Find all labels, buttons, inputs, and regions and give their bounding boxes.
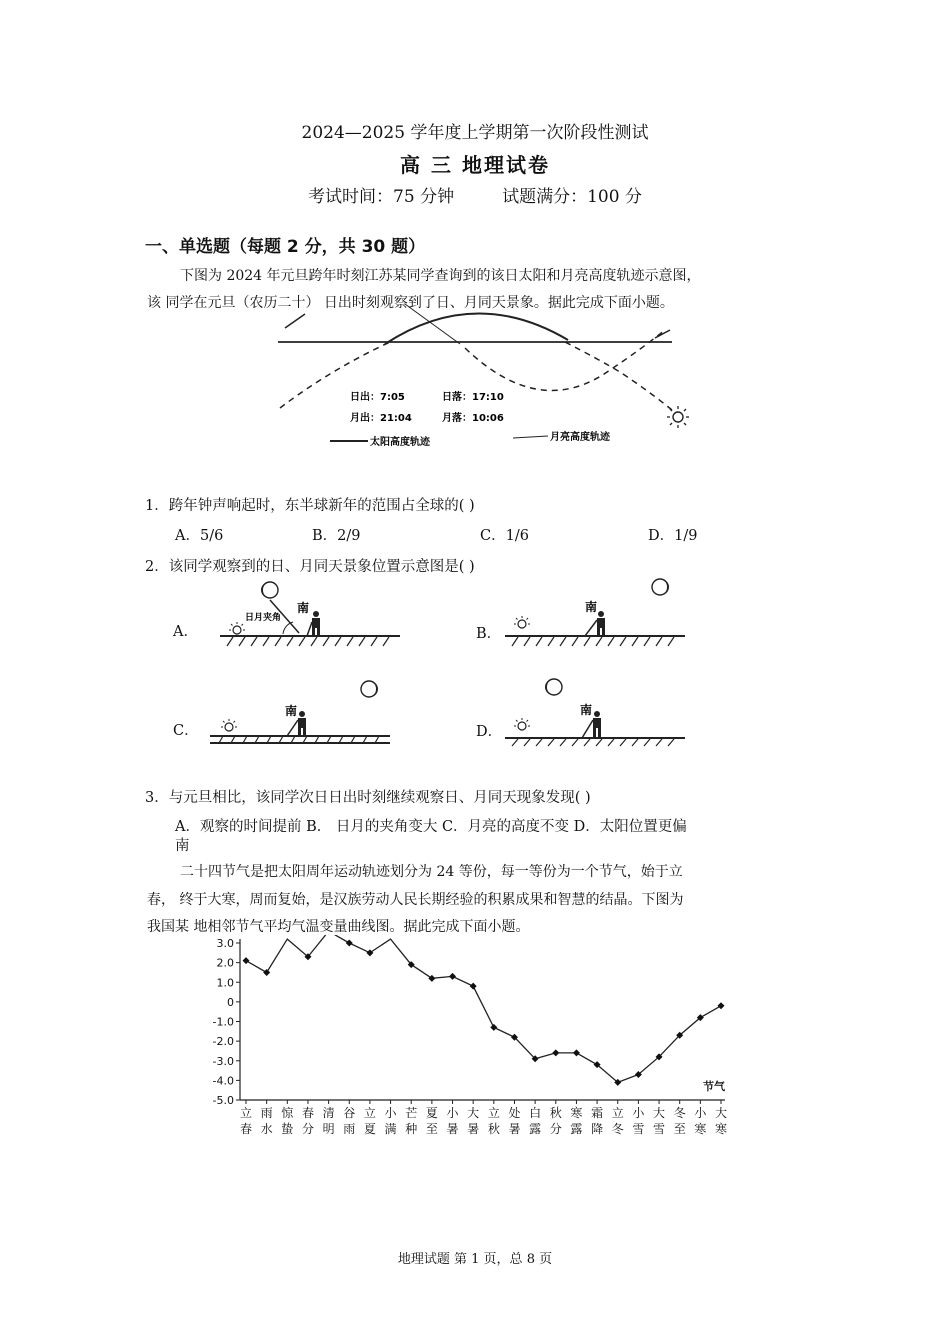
x-tick-label-top: 雨 (260, 1106, 273, 1120)
page-footer: 地理试题 第 1 页，总 8 页 (397, 1252, 553, 1267)
sunrise-label: 日出：7:05 (350, 392, 405, 403)
data-point (243, 957, 250, 964)
x-tick-label-top: 立 (487, 1106, 500, 1120)
legend-moon: 月亮高度轨迹 (550, 432, 610, 443)
y-tick-label: -3.0 (212, 1054, 234, 1068)
x-tick-label-top: 谷 (343, 1106, 356, 1120)
x-tick-label-bottom: 春 (239, 1122, 253, 1136)
x-tick-label-top: 春 (301, 1106, 314, 1120)
x-tick-label-top: 霜 (591, 1106, 604, 1120)
data-point (346, 940, 353, 947)
sun-trajectory-night-right (565, 342, 672, 410)
angle-label: 日月夹角 (245, 613, 282, 623)
x-tick-label-top: 处 (508, 1106, 521, 1120)
x-tick-label-bottom: 露 (529, 1122, 542, 1136)
x-tick-label-bottom: 至 (425, 1122, 438, 1136)
q1-option-b[interactable]: B．2/9 (312, 528, 361, 544)
q1-option-c[interactable]: C．1/6 (480, 528, 529, 544)
x-tick-label-bottom: 秋 (487, 1122, 500, 1136)
x-tick-label-top: 惊 (281, 1106, 294, 1120)
exam-score: 试题满分：100 分 (502, 187, 642, 207)
data-point (490, 1024, 497, 1031)
x-tick-label-bottom: 满 (384, 1122, 397, 1136)
sun-icon (667, 406, 689, 428)
x-tick-label-bottom: 雪 (632, 1122, 645, 1136)
sun-trajectory-left (285, 314, 305, 328)
x-tick-label-top: 立 (363, 1106, 376, 1120)
person-icon (585, 611, 605, 636)
sunset-label: 日落：17:10 (442, 392, 504, 403)
x-axis-label: 节气 (703, 1080, 725, 1093)
moon-icon (545, 679, 562, 695)
data-point (718, 1002, 725, 1009)
data-point (449, 973, 456, 980)
x-tick-label-bottom: 雨 (343, 1122, 356, 1136)
south-label: 南 (297, 601, 310, 615)
south-label: 南 (285, 704, 298, 718)
data-point (573, 1049, 580, 1056)
x-tick-label-top: 秋 (549, 1106, 562, 1120)
y-tick-label: 1.0 (216, 976, 234, 990)
q1-option-a[interactable]: A．5/6 (175, 528, 224, 544)
moonrise-label: 月出：21:04 (350, 413, 412, 424)
x-tick-label-top: 寒 (570, 1106, 583, 1120)
solar-term-temperature-chart (195, 935, 740, 1140)
legend-sun: 太阳高度轨迹 (370, 437, 430, 448)
data-point (470, 983, 477, 990)
passage1-line2: 该 同学在元旦（农历二十） 日出时刻观察到了日、月同天景象。据此完成下面小题。 (147, 295, 674, 311)
x-tick-label-bottom: 种 (405, 1122, 418, 1136)
passage2-line1: 二十四节气是把太阳周年运动轨迹划分为 24 等份，每一等份为一个节气，始于立 (180, 864, 683, 880)
y-tick-label: 0 (227, 995, 234, 1009)
x-tick-label-bottom: 至 (673, 1122, 686, 1136)
x-tick-label-bottom: 露 (570, 1122, 583, 1136)
x-tick-label-top: 小 (384, 1106, 397, 1120)
sun-moon-altitude-figure (270, 300, 690, 450)
x-tick-label-bottom: 水 (260, 1122, 273, 1136)
sun-icon (514, 718, 530, 730)
q2-option-a-diagram[interactable] (215, 578, 405, 650)
data-point (552, 1049, 559, 1056)
x-tick-label-top: 清 (322, 1106, 335, 1120)
q2-option-d-label[interactable]: D． (476, 724, 503, 740)
x-tick-label-bottom: 寒 (694, 1122, 707, 1136)
x-tick-label-top: 白 (529, 1106, 542, 1120)
sun-trajectory-right (655, 330, 670, 338)
x-tick-label-bottom: 雪 (653, 1122, 666, 1136)
section-title: 一、单选题（每题 2 分，共 30 题） (145, 237, 426, 257)
sun-icon (229, 622, 245, 634)
x-tick-label-bottom: 蛰 (281, 1122, 294, 1136)
sun-icon (221, 719, 237, 731)
x-tick-label-top: 小 (694, 1106, 707, 1120)
south-label: 南 (580, 703, 593, 717)
x-tick-label-top: 立 (239, 1106, 253, 1120)
x-tick-label-top: 大 (653, 1106, 666, 1120)
moonset-label: 月落：10:06 (442, 413, 504, 424)
q2-option-d-diagram[interactable] (500, 676, 690, 748)
x-tick-label-top: 大 (714, 1106, 728, 1120)
q2-stem: 2．该同学观察到的日、月同天景象位置示意图是( ) (145, 559, 475, 575)
x-tick-label-top: 芒 (405, 1106, 418, 1120)
q2-option-b-label[interactable]: B． (476, 626, 502, 642)
moon-icon (652, 579, 669, 595)
q2-option-c-diagram[interactable] (205, 676, 395, 748)
x-tick-label-top: 立 (611, 1106, 624, 1120)
legend-moon-line (513, 436, 548, 438)
x-tick-label-top: 夏 (425, 1106, 438, 1120)
x-tick-label-bottom: 明 (322, 1122, 335, 1136)
data-point (366, 949, 373, 956)
x-tick-label-bottom: 夏 (363, 1122, 376, 1136)
exam-info (0, 182, 950, 207)
exam-time: 考试时间：75 分钟 (308, 187, 455, 207)
x-tick-label-bottom: 分 (549, 1122, 562, 1136)
y-tick-label: 2.0 (216, 956, 234, 970)
exam-title: 高 三 地理试卷 (400, 153, 550, 177)
sun-trajectory-day (385, 313, 568, 344)
x-tick-label-top: 小 (446, 1106, 459, 1120)
q3-options[interactable]: A．观察的时间提前 B． 日月的夹角变大 C．月亮的高度不变 D．太阳位置更偏 (175, 819, 687, 835)
x-tick-label-bottom: 分 (301, 1122, 314, 1136)
data-point (263, 969, 270, 976)
x-tick-label-bottom: 寒 (714, 1122, 728, 1136)
moon-icon (361, 681, 378, 697)
q2-option-c-label[interactable]: C． (173, 723, 199, 739)
q3-options-cont: 南 (175, 838, 190, 854)
q2-option-a-label[interactable]: A． (173, 624, 198, 640)
q1-stem: 1．跨年钟声响起时，东半球新年的范围占全球的( ) (145, 498, 475, 514)
moon-icon (261, 582, 278, 598)
x-tick-label-bottom: 冬 (611, 1122, 624, 1136)
y-tick-label: -1.0 (212, 1015, 234, 1029)
data-point (428, 975, 435, 982)
q1-option-d[interactable]: D．1/9 (648, 528, 698, 544)
passage2-line2: 春， 终于大寒，周而复始，是汉族劳动人民长期经验的积累成果和智慧的结晶。下图为 (147, 892, 684, 908)
series-line (246, 935, 721, 1082)
y-tick-label: 3.0 (216, 937, 234, 950)
x-tick-label-top: 冬 (673, 1106, 686, 1120)
sun-icon (514, 616, 530, 628)
q3-stem: 3．与元旦相比，该同学次日日出时刻继续观察日、月同天现象发现( ) (145, 790, 591, 806)
q2-option-b-diagram[interactable] (500, 578, 690, 650)
x-tick-label-bottom: 暑 (508, 1122, 521, 1136)
x-tick-label-bottom: 暑 (467, 1122, 480, 1136)
moon-trajectory-top (405, 304, 460, 344)
south-label: 南 (585, 600, 598, 614)
x-tick-label-bottom: 暑 (446, 1122, 459, 1136)
x-tick-label-bottom: 降 (591, 1122, 604, 1136)
exam-subtitle: 2024—2025 学年度上学期第一次阶段性测试 (301, 123, 649, 143)
passage2-line3: 我国某 地相邻节气平均气温变量曲线图。据此完成下面小题。 (147, 919, 530, 935)
x-tick-label-top: 大 (467, 1106, 480, 1120)
y-tick-label: -5.0 (212, 1094, 234, 1107)
y-tick-label: -4.0 (212, 1074, 234, 1088)
y-tick-label: -2.0 (212, 1035, 234, 1049)
x-tick-label-top: 小 (632, 1106, 645, 1120)
passage1-line1: 下图为 2024 年元旦跨年时刻江苏某同学查询到的该日太阳和月亮高度轨迹示意图， (180, 268, 701, 284)
